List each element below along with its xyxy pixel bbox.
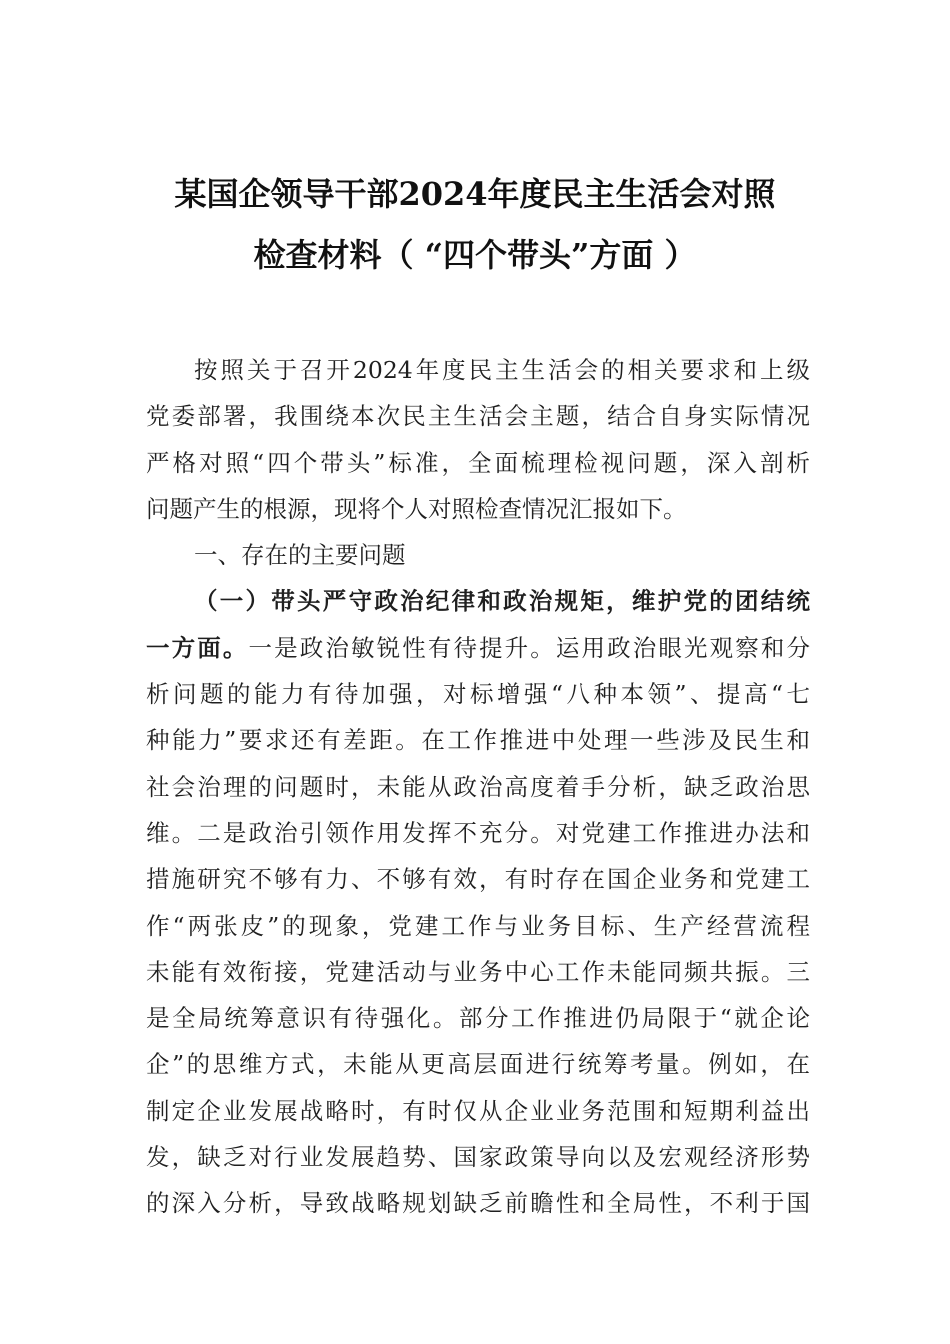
section-heading: 一、存在的主要问题: [194, 541, 406, 570]
subsection-continuation: [146, 625, 810, 671]
body-line: 种能力”要求还有差距。在工作推进中处理一些涉及民生和: [146, 726, 810, 755]
subsection-heading: （一）带头严守政治纪律和政治规矩，维护党的团结统: [194, 587, 810, 616]
body-line: 的深入分析，导致战略规划缺乏前瞻性和全局性，不利于国: [146, 1189, 810, 1218]
intro-line: 党委部署，我围绕本次民主生活会主题，结合自身实际情况: [146, 402, 810, 431]
intro-line: 问题产生的根源，现将个人对照检查情况汇报如下。: [146, 494, 687, 523]
body-line: 制定企业发展战略时，有时仅从企业业务范围和短期利益出: [146, 1096, 810, 1125]
body-line: 社会治理的问题时，未能从政治高度着手分析，缺乏政治思: [146, 772, 810, 801]
body-line: 企”的思维方式，未能从更高层面进行统筹考量。例如，在: [146, 1050, 810, 1079]
document-body: [146, 347, 810, 1227]
body-line: 措施研究不够有力、不够有效，有时存在国企业务和党建工: [146, 865, 810, 894]
body-text-run: 一是政治敏锐性有待提升。运用政治眼光观察和分: [248, 633, 811, 662]
body-line: 维。二是政治引领作用发挥不充分。对党建工作推进办法和: [146, 818, 810, 847]
body-line: 发，缺乏对行业发展趋势、国家政策导向以及宏观经济形势: [146, 1143, 810, 1172]
document-title-line-1: 某国企领导干部2024年度民主生活会对照: [174, 175, 776, 213]
body-line: 未能有效衔接，党建活动与业务中心工作未能同频共振。三: [146, 957, 810, 986]
intro-line: 按照关于召开2024年度民主生活会的相关要求和上级: [194, 356, 810, 384]
body-line: 析问题的能力有待加强，对标增强“八种本领”、提高“七: [146, 680, 810, 709]
intro-line: 严格对照“四个带头”标准，全面梳理检视问题，深入剖析: [146, 448, 810, 477]
body-line: 是全局统筹意识有待强化。部分工作推进仍局限于“就企论: [146, 1004, 810, 1033]
subsection-heading-tail: 一方面。: [146, 633, 249, 662]
document-title-line-2: 检查材料（ “四个带头”方面 ）: [253, 236, 697, 274]
body-line: 作“两张皮”的现象，党建工作与业务目标、生产经营流程: [146, 911, 810, 940]
